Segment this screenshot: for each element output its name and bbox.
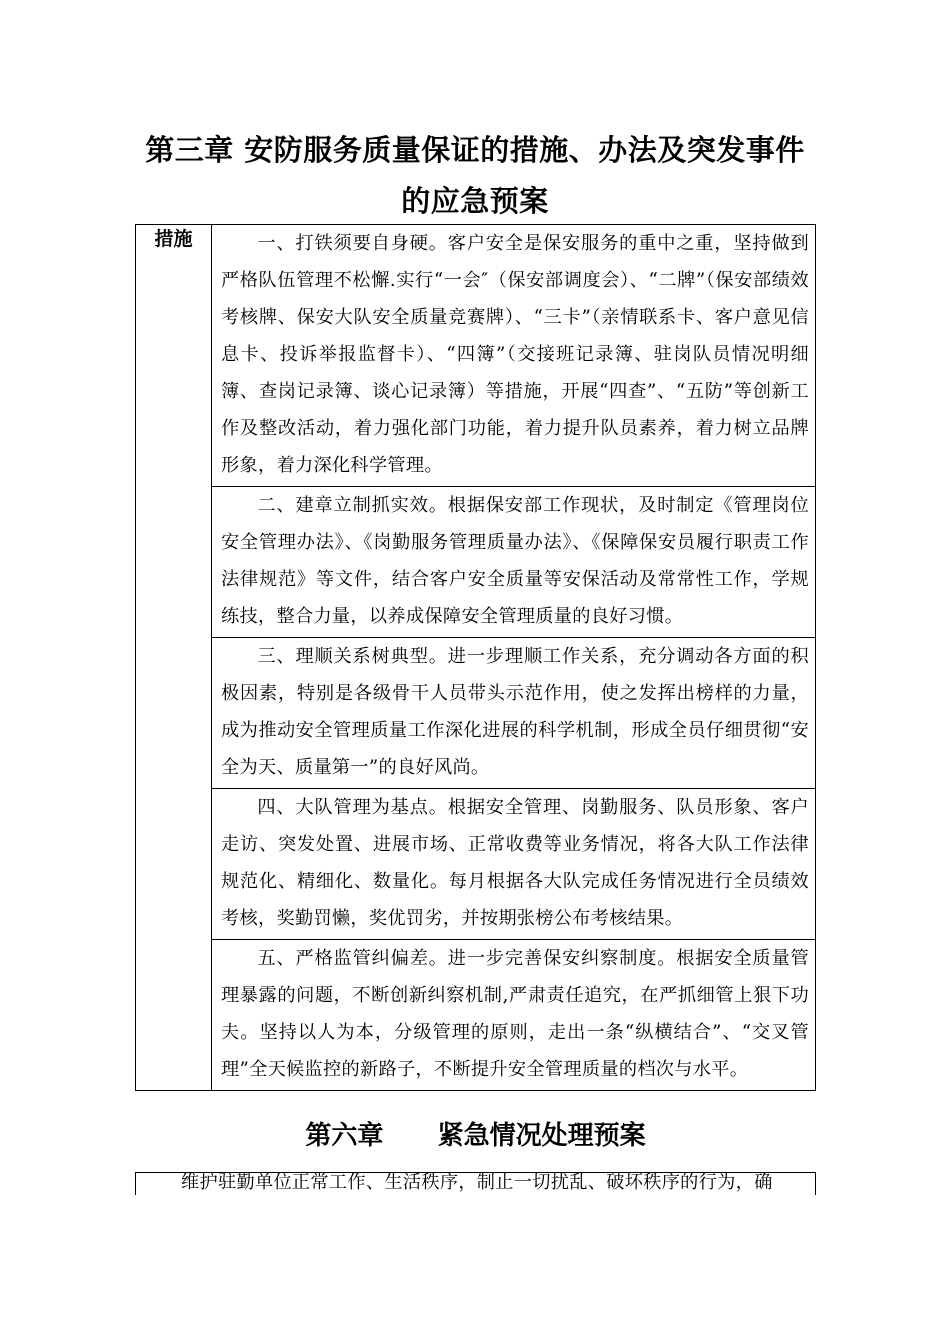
table-row — [136, 487, 816, 638]
table-row — [136, 789, 816, 940]
chapter6-table — [135, 1172, 816, 1195]
measure-cell-3 — [212, 638, 816, 789]
measure-paragraph-2: 二、建章立制抓实效。根据保安部工作现状，及时制定《管理岗位安全管理办法》、《岗勤服务管理质量办法》、《保障保安员履行职责工作法律规范》等文件，结合客户安全质量等安保活动及常常性工作，学规练技，整合力量，以养成保障安全管理质量的良好习惯。 — [221, 495, 809, 627]
table-row — [136, 225, 816, 487]
chapter6-title: 第六章 紧急情况处理预案 — [305, 1121, 646, 1151]
measure-paragraph-1: 一、打铁须要自身硬。客户安全是保安服务的重中之重，坚持做到严格队伍管理不松懈.实行“一会″（保安部调度会）、“二牌”（保安部绩效考核牌、保安大队安全质量竞赛牌）、“三卡”（亲情联系卡、客户意见信息卡、投诉举报监督卡）、“四簿”（交接班记录簿、驻岗队员情况明细簿、查岗记录簿、谈心记录簿）等措施，开展“四查”、“五防”等创新工作及整改活动，着力强化部门功能，着力提升队员素养，着力树立品牌形象，着力深化科学管理。 — [221, 233, 809, 476]
measure-cell-4 — [212, 789, 816, 940]
measure-paragraph-5: 五、严格监管纠偏差。进一步完善保安纠察制度。根据安全质量管理暴露的问题，不断创新纠察机制,严肃责任追究，在严抓细管上狠下功夫。坚持以人为本，分级管理的原则，走出一条“纵横结合”、“交叉管理”全天候监控的新路子，不断提升安全管理质量的档次与水平。 — [221, 948, 809, 1080]
table-row — [136, 638, 816, 789]
measure-cell-1 — [212, 225, 816, 487]
measure-cell-2 — [212, 487, 816, 638]
measure-paragraph-3: 三、理顺关系树典型。进一步理顺工作关系，充分调动各方面的积极因素，特别是各级骨干人员带头示范作用，使之发挥出榜样的力量，成为推动安全管理质量工作深化进展的科学机制，形成全员仔细贯彻“安全为天、质量第一”的良好风尚。 — [221, 646, 809, 778]
measure-paragraph-4: 四、大队管理为基点。根据安全管理、岗勤服务、队员形象、客户走访、突发处置、进展市场、正常收费等业务情况，将各大队工作法律规范化、精细化、数量化。每月根据各大队完成任务情况进行全员绩效考核，奖勤罚懒，奖优罚劣，并按期张榜公布考核结果。 — [221, 797, 809, 929]
measure-cell-5 — [212, 940, 816, 1091]
measures-table — [135, 224, 816, 1091]
measures-label: 措施 — [136, 225, 212, 1091]
chapter3-title-line2: 的应急预案 — [401, 184, 549, 218]
table-row — [136, 940, 816, 1091]
chapter3-title-line1: 第三章 安防服务质量保证的措施、办法及突发事件 — [145, 133, 805, 167]
chapter6-first-line: 维护驻勤单位正常工作、生活秩序，制止一切扰乱、破坏秩序的行为，确 — [181, 1172, 773, 1193]
